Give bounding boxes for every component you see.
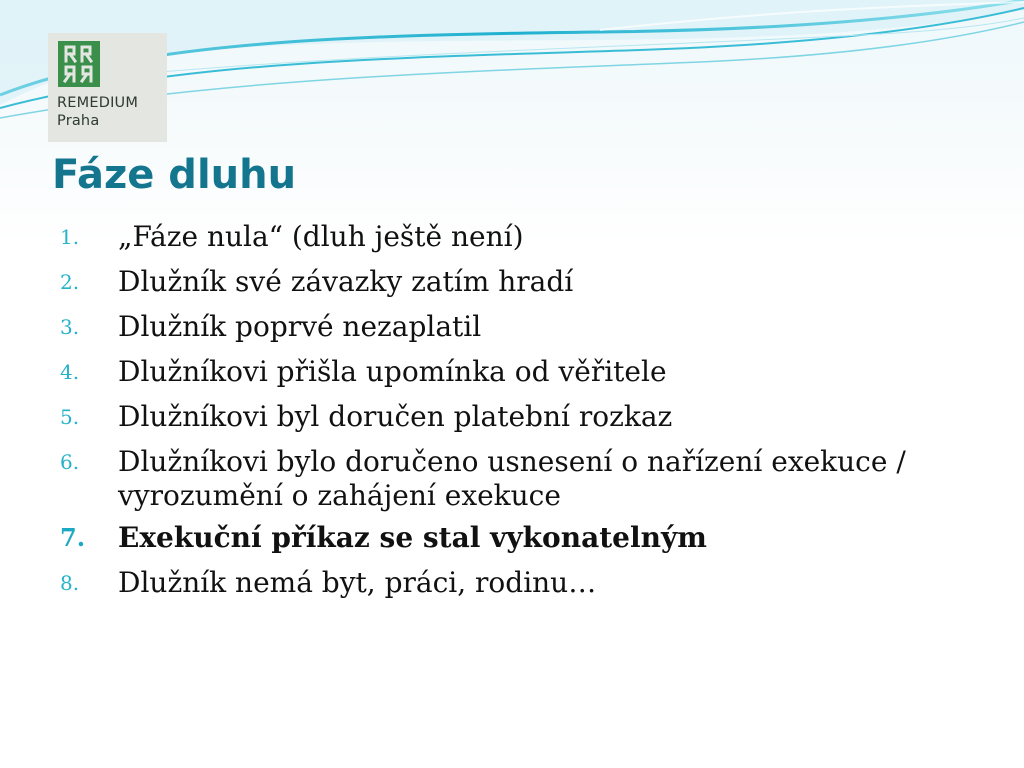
logo-text — [57, 94, 138, 130]
slide-title: Fáze dluhu — [52, 152, 297, 198]
list-item-text: Dlužníkovi bylo doručeno usnesení o nařízení exekuce / vyrozumění o zahájení exekuce — [118, 445, 906, 512]
list-item-number: 3. — [60, 315, 80, 339]
list-item-text: Dlužníkovi byl doručen platební rozkaz — [118, 400, 673, 433]
list-item-text: Dlužník své závazky zatím hradí — [118, 265, 574, 298]
list-item-text: Dlužník poprvé nezaplatil — [118, 310, 482, 343]
list-item-number: 8. — [60, 571, 80, 595]
list-item-text: „Fáze nula“ (dluh ještě není) — [118, 220, 524, 253]
list-item — [60, 307, 980, 347]
list-item-text: Dlužníkovi přišla upomínka od věřitele — [118, 355, 667, 388]
logo-line-1: REMEDIUM — [57, 95, 139, 111]
list-item — [60, 563, 980, 603]
list-item-number: 7. — [60, 523, 86, 552]
remedium-logo — [48, 33, 167, 142]
list-item — [60, 352, 980, 392]
list-item-text: Dlužník nemá byt, práci, rodinu… — [118, 566, 597, 599]
list-item-number: 6. — [60, 450, 80, 474]
list-item-highlighted — [60, 518, 980, 558]
list-item-number: 2. — [60, 270, 80, 294]
list-item — [60, 397, 980, 437]
list-item-number: 5. — [60, 405, 80, 429]
phase-list — [60, 217, 980, 608]
logo-mark-icon — [58, 41, 100, 87]
list-item-number: 4. — [60, 360, 80, 384]
list-item-text: Exekuční příkaz se stal vykonatelným — [118, 521, 707, 554]
list-item — [60, 262, 980, 302]
logo-line-2: Praha — [57, 113, 100, 129]
list-item — [60, 442, 980, 513]
list-item — [60, 217, 980, 257]
list-item-number: 1. — [60, 225, 80, 249]
